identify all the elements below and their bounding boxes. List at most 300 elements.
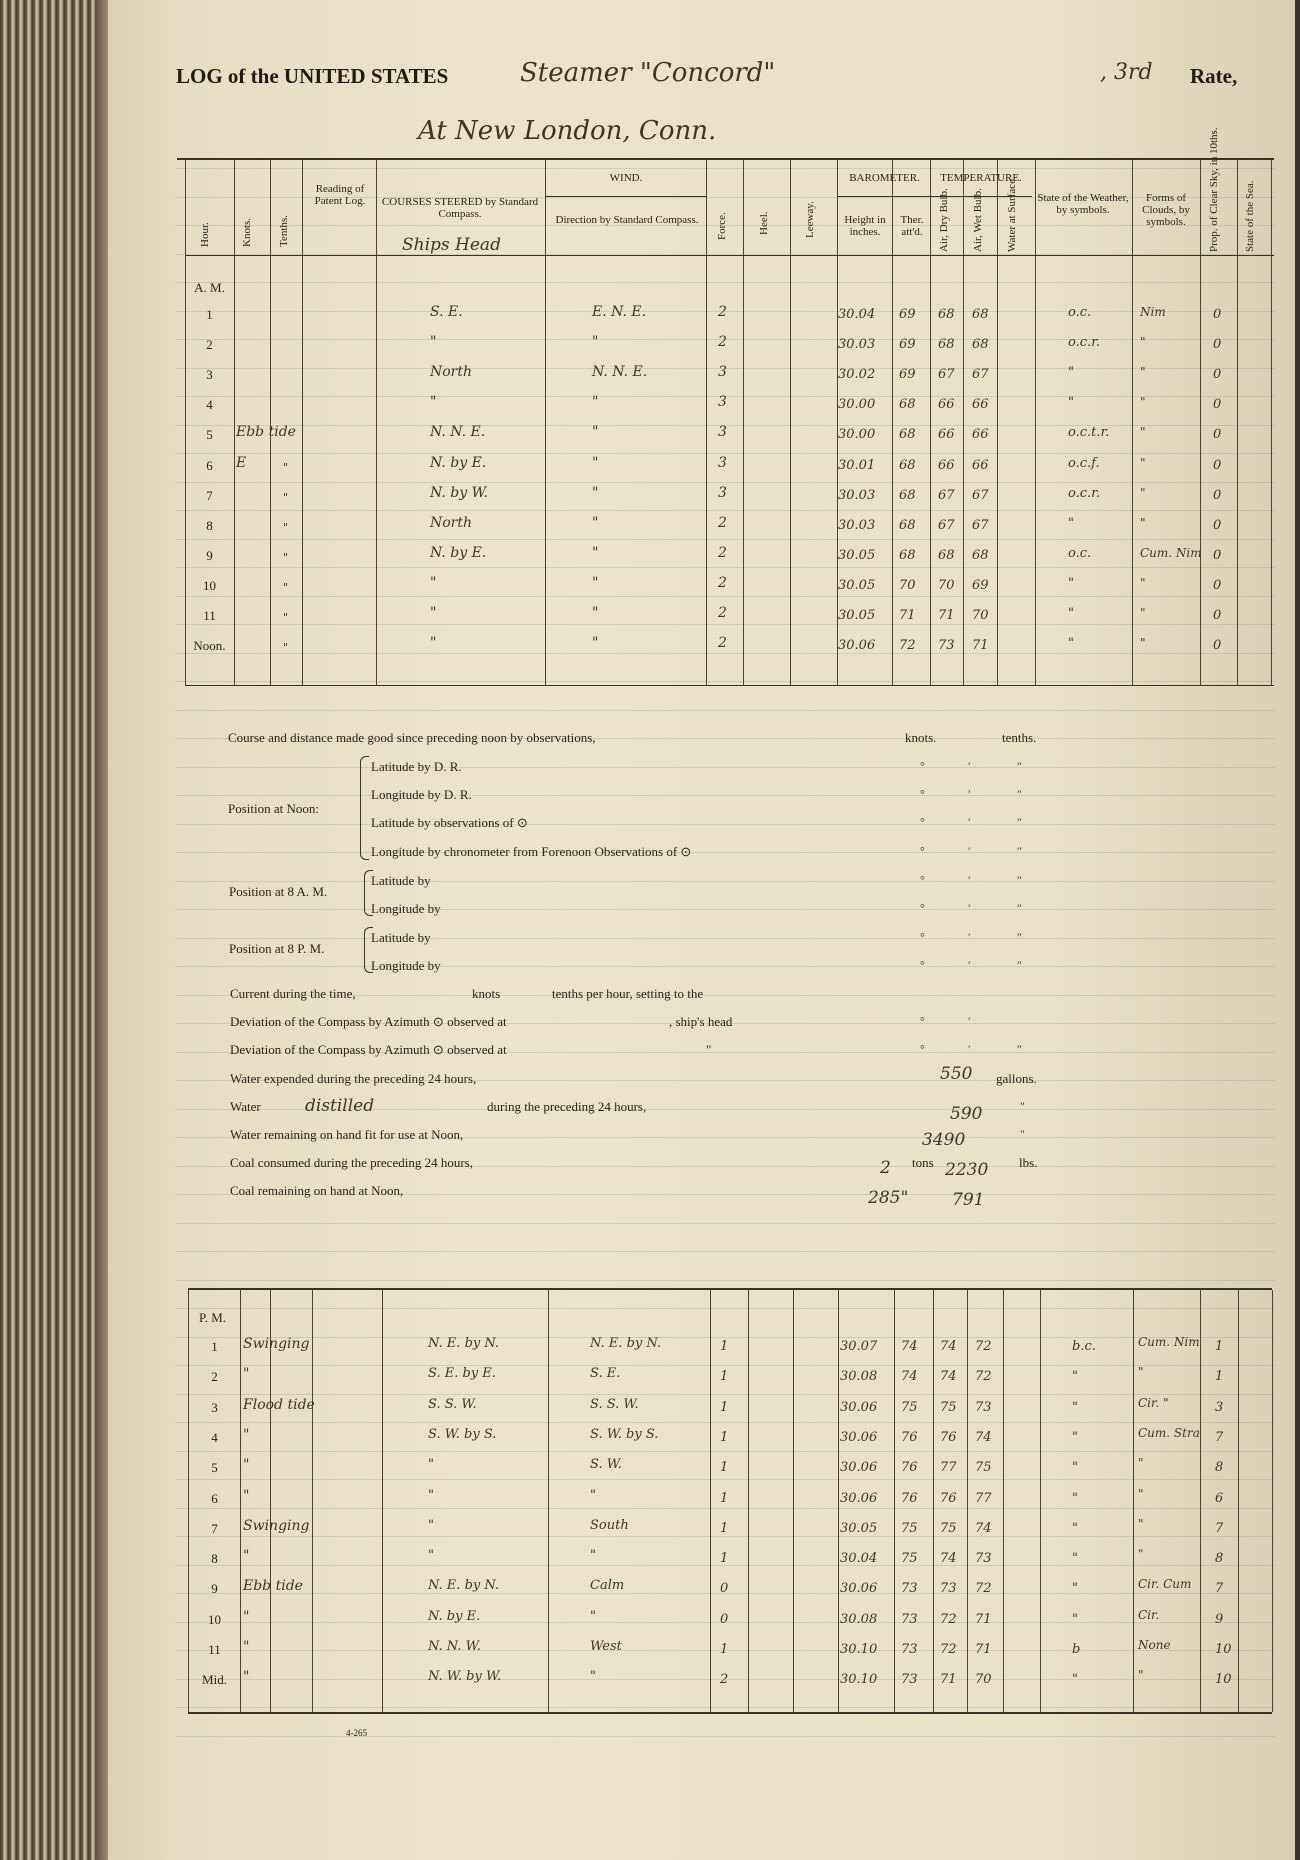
- ruled-line: [175, 539, 1275, 540]
- am-hour-6: 6: [206, 458, 213, 473]
- ruled-line: [175, 1707, 1275, 1708]
- pm-ther: 76: [901, 1430, 918, 1445]
- am-force: 2: [718, 515, 727, 531]
- pm-hour-12: Mid.: [202, 1672, 227, 1687]
- pm-wet: 74: [975, 1521, 992, 1536]
- am-tenths: ": [283, 581, 289, 594]
- am-clear: 0: [1213, 608, 1222, 623]
- pm8-item: Longitude by: [371, 958, 441, 973]
- pm-clouds: Cir. ": [1138, 1396, 1169, 1410]
- am-label: A. M.: [194, 280, 225, 295]
- am-course: ": [430, 394, 437, 410]
- am-clouds: ": [1140, 365, 1146, 379]
- pm-clouds: Cir. Cum: [1138, 1577, 1192, 1591]
- pm-ther: 75: [901, 1400, 918, 1415]
- am-dry: 68: [938, 307, 955, 322]
- pm-course: S. W. by S.: [428, 1427, 497, 1442]
- pm-ther: 73: [901, 1612, 918, 1627]
- pm-wet: 77: [975, 1491, 992, 1506]
- am-force: 3: [718, 394, 727, 410]
- force-header: Force.: [716, 212, 728, 240]
- am-wind: ": [592, 515, 599, 531]
- pm-column-divider: [1200, 1290, 1201, 1712]
- pm-course: S. S. W.: [428, 1397, 477, 1412]
- am-ther: 70: [899, 578, 916, 593]
- am-weather: ": [1068, 365, 1074, 380]
- hour-header: Hour.: [199, 222, 211, 247]
- pm-force: 1: [720, 1430, 729, 1445]
- am-ther: 69: [899, 307, 916, 322]
- air-dry-header: Air, Dry Bulb.: [938, 188, 950, 252]
- column-divider: [545, 160, 546, 685]
- ruled-line: [175, 596, 1275, 597]
- pm-height: 30.06: [840, 1491, 878, 1506]
- am-hour-2: 2: [206, 337, 213, 352]
- pm-wind: S. W.: [590, 1457, 622, 1472]
- pm-height: 30.06: [840, 1460, 878, 1475]
- pm-height: 30.10: [840, 1642, 878, 1657]
- am8-item: Latitude by: [371, 873, 431, 888]
- am-hour-3: 3: [206, 367, 213, 382]
- pm-dry: 76: [940, 1491, 957, 1506]
- am-hour-10: 10: [203, 578, 216, 593]
- pm-log: Flood tide: [243, 1397, 315, 1413]
- am-hour-9: 9: [206, 548, 213, 563]
- am-wet: 68: [972, 548, 989, 563]
- pm-height: 30.08: [840, 1369, 878, 1384]
- am-course: ": [430, 334, 437, 350]
- pm-course: N. by E.: [428, 1609, 481, 1624]
- pm-clouds: ": [1138, 1487, 1144, 1501]
- pm-wind: S. W. by S.: [590, 1427, 659, 1442]
- pm-clouds: Cir.: [1138, 1608, 1160, 1622]
- pm-height: 30.10: [840, 1672, 878, 1687]
- pm-clouds: ": [1138, 1456, 1144, 1470]
- pm-force: 1: [720, 1369, 729, 1384]
- am-dry: 66: [938, 397, 955, 412]
- ruled-line: [175, 909, 1275, 910]
- pm-weather: ": [1072, 1612, 1078, 1627]
- tenths-header: Tenths.: [278, 215, 290, 247]
- am8-coord-sec: ″: [1017, 873, 1022, 887]
- column-divider: [892, 160, 893, 685]
- ruled-line: [175, 168, 1275, 169]
- pm-wind: ": [590, 1609, 596, 1624]
- pm-force: 1: [720, 1521, 729, 1536]
- pm-column-divider: [748, 1290, 749, 1712]
- ruled-line: [175, 1223, 1275, 1224]
- pm-ther: 76: [901, 1460, 918, 1475]
- pm8-coord-min: ′: [968, 930, 971, 944]
- coal-remaining-line: Coal remaining on hand at Noon,: [230, 1183, 404, 1198]
- noon-coord-deg: °: [920, 844, 925, 858]
- deviation-2-deg: °: [920, 1042, 925, 1056]
- noon-item: Latitude by D. R.: [371, 759, 462, 774]
- deviation-2-min: ′: [968, 1042, 971, 1056]
- pm-wind: Calm: [590, 1578, 625, 1593]
- am-tenths: ": [283, 641, 289, 654]
- pm-clouds: Cum. Nim: [1138, 1335, 1200, 1349]
- am-hour-5: 5: [206, 427, 213, 442]
- am-tenths: ": [283, 461, 289, 474]
- pm-log: ": [243, 1548, 250, 1564]
- pm8-coord-sec: ″: [1017, 930, 1022, 944]
- pm-log: ": [243, 1488, 250, 1504]
- am-dry: 67: [938, 488, 955, 503]
- column-divider: [270, 160, 271, 685]
- am-clear: 0: [1213, 307, 1222, 322]
- am8-coord-deg: °: [920, 873, 925, 887]
- pm-hour-9: 9: [211, 1581, 218, 1596]
- pm-weather: ": [1072, 1430, 1078, 1445]
- am-height: 30.03: [838, 518, 876, 533]
- am-wet: 70: [972, 608, 989, 623]
- am-wet: 66: [972, 458, 989, 473]
- am-weather: o.c.r.: [1068, 335, 1101, 350]
- ruled-line: [175, 624, 1275, 625]
- am8-coord-min: ′: [968, 873, 971, 887]
- pm-column-divider: [1272, 1290, 1273, 1712]
- am-force: 2: [718, 605, 727, 621]
- pm-wet: 72: [975, 1581, 992, 1596]
- ruled-line: [175, 1280, 1275, 1281]
- am-clouds: ": [1140, 425, 1146, 439]
- current-knots-label: knots: [472, 986, 501, 1001]
- am-wind: ": [592, 334, 599, 350]
- noon-coord-min: ′: [968, 815, 971, 829]
- column-divider: [302, 160, 303, 685]
- column-divider: [1237, 160, 1238, 685]
- leeway-header: Leeway.: [804, 201, 816, 238]
- pm-height: 30.06: [840, 1581, 878, 1596]
- am-clouds: ": [1140, 606, 1146, 620]
- pm-clouds: Cum. Stra: [1138, 1426, 1200, 1440]
- pm-column-divider: [1040, 1290, 1041, 1712]
- am-clear: 0: [1213, 397, 1222, 412]
- noon-coord-sec: ″: [1017, 787, 1022, 801]
- am-ther: 71: [899, 608, 916, 623]
- water-distilled-value: 590: [950, 1104, 983, 1124]
- ruled-line: [175, 767, 1275, 768]
- am-weather: o.c.: [1068, 305, 1092, 320]
- pm8-coord-min: ′: [968, 958, 971, 972]
- pm-force: 0: [720, 1581, 729, 1596]
- course-distance-line: Course and distance made good since preceding noon by observations,: [228, 730, 596, 745]
- ruled-line: [175, 1536, 1275, 1537]
- pm-wet: 75: [975, 1460, 992, 1475]
- noon-coord-sec: ″: [1017, 759, 1022, 773]
- pm-log: ": [243, 1639, 250, 1655]
- ruled-line: [175, 1736, 1275, 1737]
- courses-header: COURSES STEERED by Standard Compass.: [381, 196, 539, 220]
- pm-clear: 6: [1215, 1491, 1224, 1506]
- am-weather: ": [1068, 395, 1074, 410]
- am-clear: 0: [1213, 427, 1222, 442]
- am-clouds: ": [1140, 636, 1146, 650]
- pm-hour-10: 10: [208, 1612, 221, 1627]
- am-hour-12: Noon.: [193, 638, 226, 653]
- header-bottom-rule: [185, 255, 1274, 256]
- am-height: 30.05: [838, 578, 876, 593]
- am8-coord-sec: ″: [1017, 901, 1022, 915]
- pm-wind: S. E.: [590, 1366, 621, 1381]
- deviation-1-suffix: , ship's head: [669, 1014, 733, 1029]
- pm-wet: 74: [975, 1430, 992, 1445]
- coal-remaining-tons: 285": [868, 1188, 909, 1208]
- ruled-line: [175, 1308, 1275, 1309]
- am-height: 30.00: [838, 397, 876, 412]
- pm-wet: 73: [975, 1551, 992, 1566]
- pm-hour-4: 4: [211, 1430, 218, 1445]
- coal-consumed-tons: 2: [880, 1158, 891, 1178]
- air-wet-header: Air, Wet Bulb.: [972, 188, 984, 252]
- column-divider: [1035, 160, 1036, 685]
- pm-wind: N. E. by N.: [590, 1336, 662, 1351]
- am-force: 3: [718, 455, 727, 471]
- am-height: 30.03: [838, 337, 876, 352]
- am-ther: 72: [899, 638, 916, 653]
- am-clear: 0: [1213, 367, 1222, 382]
- am-course: ": [430, 575, 437, 591]
- wind-header: WIND.: [609, 172, 643, 184]
- am-clear: 0: [1213, 548, 1222, 563]
- ruled-line: [175, 852, 1275, 853]
- pm-log: Swinging: [243, 1518, 310, 1534]
- am-wet: 71: [972, 638, 989, 653]
- am-dry: 70: [938, 578, 955, 593]
- am-wet: 69: [972, 578, 989, 593]
- am-ther: 68: [899, 548, 916, 563]
- pm-ther: 73: [901, 1581, 918, 1596]
- am-wet: 67: [972, 367, 989, 382]
- pm-column-divider: [894, 1290, 895, 1712]
- knots-unit: knots.: [905, 730, 937, 745]
- am-force: 3: [718, 424, 727, 440]
- column-divider: [706, 160, 707, 685]
- water-surface-header: Water at Surface.: [1006, 176, 1018, 252]
- noon-coord-min: ′: [968, 844, 971, 858]
- position-8pm-label: Position at 8 P. M.: [229, 941, 325, 956]
- clouds-header: Forms of Clouds, by symbols.: [1142, 192, 1190, 228]
- am-hour-8: 8: [206, 518, 213, 533]
- pm-log: ": [243, 1457, 250, 1473]
- am-height: 30.01: [838, 458, 876, 473]
- pm-force: 1: [720, 1551, 729, 1566]
- am-wind: N. N. E.: [592, 364, 648, 380]
- am-tenths: ": [283, 551, 289, 564]
- pm-log: ": [243, 1427, 250, 1443]
- pm-clear: 7: [1215, 1581, 1224, 1596]
- am-force: 3: [718, 364, 727, 380]
- pm-force: 0: [720, 1612, 729, 1627]
- am-clouds: ": [1140, 335, 1146, 349]
- water-distilled-ditto: ": [1020, 1099, 1025, 1113]
- pm-wet: 73: [975, 1400, 992, 1415]
- column-divider: [185, 160, 186, 685]
- am-course: North: [430, 515, 473, 531]
- pm-dry: 72: [940, 1612, 957, 1627]
- noon-brace: [360, 756, 369, 860]
- am-clear: 0: [1213, 638, 1222, 653]
- noon-item: Latitude by observations of ⊙: [371, 815, 528, 830]
- pm-ther: 75: [901, 1551, 918, 1566]
- water-remaining-line: Water remaining on hand fit for use at Noon,: [230, 1127, 464, 1142]
- pm-wind: ": [590, 1548, 596, 1563]
- am-clouds: ": [1140, 395, 1146, 409]
- pm-course: ": [428, 1488, 434, 1503]
- column-divider: [930, 160, 931, 685]
- am-dry: 71: [938, 608, 955, 623]
- am-clear: 0: [1213, 518, 1222, 533]
- column-divider: [1200, 160, 1201, 685]
- baro-temp-subheader-rule: [837, 196, 1032, 197]
- pm-clear: 1: [1215, 1339, 1224, 1354]
- pm-weather: b: [1072, 1642, 1081, 1657]
- ruled-line: [175, 881, 1275, 882]
- pm-clear: 7: [1215, 1430, 1224, 1445]
- am-height: 30.02: [838, 367, 876, 382]
- pm-column-divider: [382, 1290, 383, 1712]
- pm-dry: 74: [940, 1369, 957, 1384]
- pm-ther: 73: [901, 1642, 918, 1657]
- am-height: 30.05: [838, 608, 876, 623]
- column-divider: [837, 160, 838, 685]
- ruled-line: [175, 1337, 1275, 1338]
- pm-column-divider: [1003, 1290, 1004, 1712]
- noon-coord-deg: °: [920, 787, 925, 801]
- pm-wind: S. S. W.: [590, 1397, 639, 1412]
- pm-column-divider: [240, 1290, 241, 1712]
- am-ther: 68: [899, 518, 916, 533]
- am-wet: 67: [972, 488, 989, 503]
- am-wind: ": [592, 545, 599, 561]
- am-wind: ": [592, 605, 599, 621]
- ruled-line: [175, 710, 1275, 711]
- pm8-item: Latitude by: [371, 930, 431, 945]
- pm-label: P. M.: [198, 1310, 227, 1325]
- noon-coord-deg: °: [920, 759, 925, 773]
- am-wind: ": [592, 635, 599, 651]
- am-course: N. N. E.: [430, 424, 486, 440]
- pm-clouds: ": [1138, 1668, 1144, 1682]
- pm-course: ": [428, 1548, 434, 1563]
- form-number: 4-265: [346, 1728, 367, 1738]
- pm-wet: 71: [975, 1612, 992, 1627]
- pm-clear: 8: [1215, 1460, 1224, 1475]
- am-height: 30.03: [838, 488, 876, 503]
- am-knots: E: [236, 455, 247, 471]
- column-divider: [1271, 160, 1272, 685]
- courses-hand-header: Ships Head: [402, 235, 501, 255]
- am-ther: 69: [899, 367, 916, 382]
- vessel-name: Steamer "Concord": [520, 58, 776, 88]
- wind-direction-header: Direction by Standard Compass.: [555, 214, 699, 226]
- am-weather: ": [1068, 606, 1074, 621]
- am-hour-1: 1: [206, 307, 213, 322]
- pm-clear: 10: [1215, 1642, 1232, 1657]
- am-wind: ": [592, 455, 599, 471]
- deviation-1-deg: °: [920, 1014, 925, 1028]
- am-wind: ": [592, 485, 599, 501]
- ruled-line: [175, 824, 1275, 825]
- am-dry: 67: [938, 367, 955, 382]
- am-height: 30.00: [838, 427, 876, 442]
- water-distilled-hand: distilled: [305, 1096, 375, 1116]
- current-tenths-label: tenths per hour, setting to the: [552, 986, 704, 1001]
- pm-course: S. E. by E.: [428, 1366, 496, 1381]
- pm-log: ": [243, 1366, 250, 1382]
- am-weather: ": [1068, 516, 1074, 531]
- wind-subheader-rule: [545, 196, 707, 197]
- column-divider: [997, 160, 998, 685]
- pm-height: 30.06: [840, 1430, 878, 1445]
- am-dry: 66: [938, 458, 955, 473]
- am-force: 2: [718, 334, 727, 350]
- am-weather: ": [1068, 576, 1074, 591]
- pm-wind: ": [590, 1488, 596, 1503]
- am-ther: 68: [899, 397, 916, 412]
- gallons-unit: gallons.: [996, 1071, 1037, 1086]
- am-course: North: [430, 364, 473, 380]
- pm-dry: 72: [940, 1642, 957, 1657]
- rate-label: Rate,: [1190, 64, 1238, 88]
- current-line: Current during the time,: [230, 986, 356, 1001]
- am-tenths: ": [283, 611, 289, 624]
- clear-sky-header: Prop. of Clear Sky, in 10ths.: [1208, 127, 1220, 252]
- pm-course: N. E. by N.: [428, 1578, 500, 1593]
- am-dry: 68: [938, 337, 955, 352]
- coal-remaining-lbs: 791: [952, 1190, 985, 1210]
- pm-force: 2: [720, 1672, 729, 1687]
- am-force: 2: [718, 545, 727, 561]
- pm-log: Swinging: [243, 1336, 310, 1352]
- am-height: 30.04: [838, 307, 876, 322]
- pm-ther: 76: [901, 1491, 918, 1506]
- pm-force: 1: [720, 1339, 729, 1354]
- water-during-line: during the preceding 24 hours,: [487, 1099, 647, 1114]
- weather-header: State of the Weather, by symbols.: [1037, 192, 1129, 216]
- pm-weather: ": [1072, 1460, 1078, 1475]
- ruled-line: [175, 1508, 1275, 1509]
- pm-dry: 74: [940, 1339, 957, 1354]
- tons-unit: tons: [912, 1155, 934, 1170]
- pm-wind: West: [590, 1639, 622, 1654]
- ruled-line: [175, 938, 1275, 939]
- am-clear: 0: [1213, 578, 1222, 593]
- barometer-header: BAROMETER.: [849, 172, 920, 184]
- pm-wind: South: [590, 1518, 629, 1533]
- pm-dry: 77: [940, 1460, 957, 1475]
- pm-wet: 72: [975, 1339, 992, 1354]
- pm-clouds: ": [1138, 1547, 1144, 1561]
- pm-clouds: ": [1138, 1517, 1144, 1531]
- am-force: 3: [718, 485, 727, 501]
- pm-clear: 8: [1215, 1551, 1224, 1566]
- pm-hour-2: 2: [211, 1369, 218, 1384]
- pm-dry: 75: [940, 1521, 957, 1536]
- pm-dry: 76: [940, 1430, 957, 1445]
- pm-course: N. E. by N.: [428, 1336, 500, 1351]
- water-expended-line: Water expended during the preceding 24 hours,: [230, 1071, 477, 1086]
- pm-clouds: None: [1138, 1638, 1171, 1652]
- am-clear: 0: [1213, 488, 1222, 503]
- am-clouds: ": [1140, 516, 1146, 530]
- pm8-coord-deg: °: [920, 930, 925, 944]
- pm-wet: 72: [975, 1369, 992, 1384]
- am-clouds: ": [1140, 486, 1146, 500]
- pm-dry: 75: [940, 1400, 957, 1415]
- am-dry: 66: [938, 427, 955, 442]
